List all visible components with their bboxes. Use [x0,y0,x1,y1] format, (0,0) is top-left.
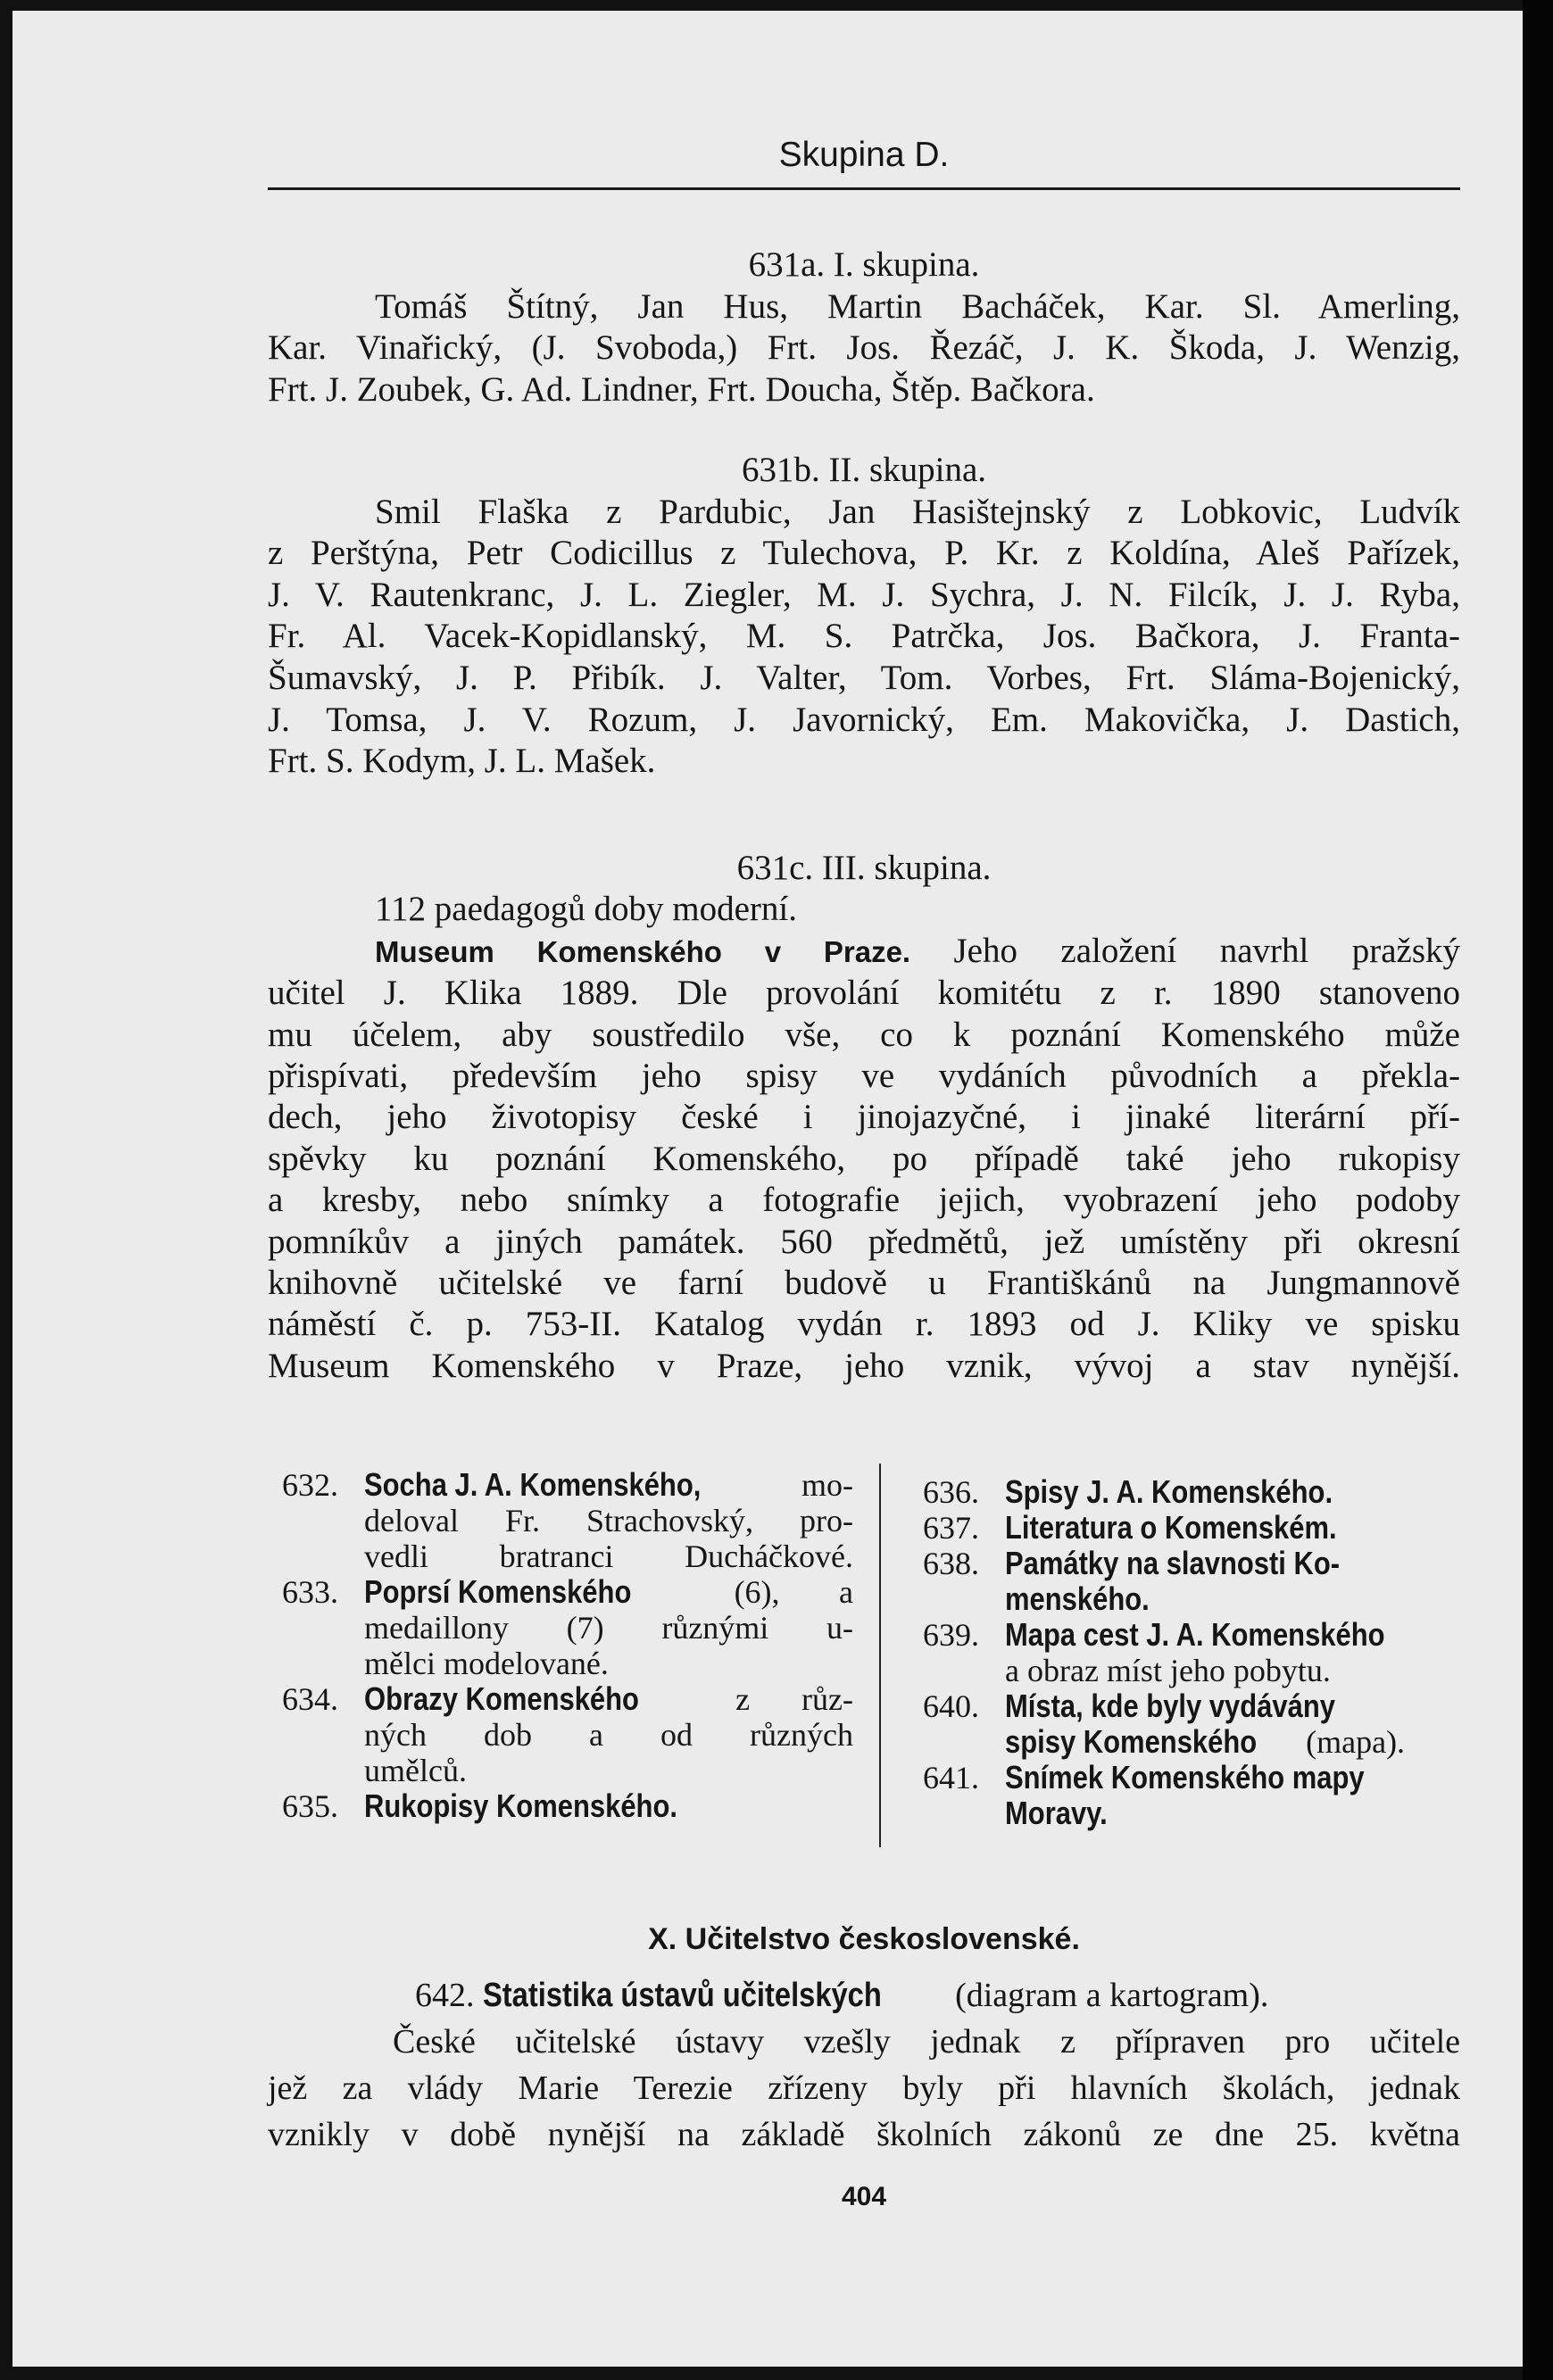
item-text: vedli bratranci Ducháčkové. [364,1538,853,1574]
item-number: 637. [923,1510,979,1546]
item-number: 636. [923,1474,979,1510]
item-title: Socha J. A. Komenského, [364,1466,702,1503]
item-title: Statistika ústavů učitelských [483,1977,882,2014]
item-text: mo- [801,1467,853,1503]
item-text: a obraz míst jeho pobytu. [1005,1653,1331,1688]
running-header: Skupina D. [778,136,950,174]
museum-first-line [268,931,1460,973]
column-divider [879,1464,881,1847]
text-line: Museum Komenského v Praze, jeho vznik, vývoj a stav nynější. [268,1346,1460,1385]
museum-first-line-rest: Jeho založení navrhl pražský [953,931,1461,970]
list-item [282,1788,853,1824]
text-line: a kresby, nebo snímky a fotografie jejich, vyobrazení jeho podoby [268,1181,1460,1220]
list-item [282,1574,853,1681]
item-number: 635. [282,1788,338,1824]
text-line: z Perštýna, Petr Codicillus z Tulechova, P. Kr. z Koldína, Aleš Pařízek, [268,534,1460,573]
header-rule [268,187,1460,190]
item-number: 642. [415,1977,475,2014]
item-title: Snímek Komenského mapy [1005,1759,1365,1795]
item-title: Poprsí Komenského [364,1573,632,1610]
section-x-heading-wrap [268,1919,1460,1961]
item-title: Památky na slavnosti Ko- [1005,1545,1341,1581]
scan-edge [1523,0,1553,2380]
text-line: pomníkův a jiných památek. 560 předmětů, jež umístěny při okresní [268,1222,1460,1261]
list-item [923,1760,1476,1831]
text-line: Smil Flaška z Pardubic, Jan Hasištejnský z Lobkovic, Ludvík [375,492,1460,531]
group-3 [268,848,1460,1387]
item-number: 638. [923,1546,979,1581]
text-line: přispívati, především jeho spisy ve vydáních původních a překla- [268,1057,1460,1096]
item-number: 640. [923,1688,979,1724]
text-line: Frt. S. Kodym, J. L. Mašek. [268,742,656,781]
text-line: mu účelem, aby soustředilo vše, co k poznání Komenského může [268,1015,1460,1054]
item-number: 641. [923,1760,979,1795]
item-title: Spisy J. A. Komenského. [1005,1473,1333,1510]
page-number: 404 [841,2182,887,2211]
item-text: medaillony (7) různými u- [364,1610,853,1646]
item-title-cont: menského. [1005,1580,1150,1617]
item-number: 639. [923,1617,979,1653]
item-642 [268,1972,1460,2019]
item-number: 632. [282,1467,338,1503]
item-title: Místa, kde byly vydávány [1005,1688,1335,1724]
item-text: z růz- [735,1681,854,1717]
text-line: dech, jeho životopisy české i jinojazyčné, i jinaké literární pří- [268,1098,1460,1137]
item-number: 633. [282,1574,338,1610]
group-3-heading: 631c. III. skupina. [736,849,992,887]
text-line: Fr. Al. Vacek-Kopidlanský, M. S. Patrčka, Jos. Bačkora, J. Franta- [268,617,1460,656]
item-title: Literatura o Komenském. [1005,1509,1337,1546]
item-text: deloval Fr. Strachovský, pro- [364,1503,853,1538]
list-item [923,1474,1476,1510]
item-text: mělci modelované. [364,1646,609,1681]
section-x-body [268,1972,1460,2158]
text-line: knihovně učitelské ve farní budově u Františkánů na Jungmannově [268,1264,1460,1303]
group-1 [268,245,1460,410]
text-line: Tomáš Štítný, Jan Hus, Martin Bacháček, Kar. Sl. Amerling, [375,286,1460,326]
list-item [923,1688,1476,1760]
text-line: učitel J. Klika 1889. Dle provolání komitétu z r. 1890 stanoveno [268,974,1460,1013]
list-item [923,1546,1476,1617]
section-heading: X. Učitelstvo československé. [648,1922,1080,1956]
text-line: vznikly v době nynější na základě školních zákonů ze dne 25. května [268,2116,1460,2153]
text-line: J. V. Rautenkranc, J. L. Ziegler, M. J. Sychra, J. N. Filcík, J. J. Ryba, [268,575,1460,614]
left-column [282,1467,853,1824]
group-2-heading: 631b. II. skupina. [741,451,987,489]
group-2 [268,450,1460,783]
text-line: Šumavský, J. P. Přibík. J. Valter, Tom. Vorbes, Frt. Sláma-Bojenický, [268,658,1460,697]
item-title: Obrazy Komenského [364,1680,639,1717]
text-line: J. Tomsa, J. V. Rozum, J. Javornický, Em. Makovička, J. Dastich, [268,700,1460,739]
item-title: Rukopisy Komenského. [364,1787,677,1824]
item-title-cont: spisy Komenského [1005,1723,1258,1760]
list-item [923,1617,1476,1688]
item-text: umělců. [364,1753,467,1788]
item-number: 634. [282,1681,338,1717]
text-line: spěvky ku poznání Komenského, po případě také jeho rukopisy [268,1139,1460,1178]
item-title-cont: Moravy. [1005,1795,1108,1831]
item-text: ných dob a od různých [364,1717,853,1753]
item-title: Mapa cest J. A. Komenského [1005,1616,1385,1653]
item-text: (diagram a kartogram). [955,1977,1269,2014]
text-line: Kar. Vinařický, (J. Svoboda,) Frt. Jos. Řezáč, J. K. Škoda, J. Wenzig, [268,328,1460,368]
list-item [282,1681,853,1788]
group-3-subtitle: 112 paedagogů doby moderní. [375,890,797,929]
right-column [923,1474,1476,1831]
group-1-heading: 631a. I. skupina. [748,245,980,284]
list-item [923,1510,1476,1546]
text-line: náměstí č. p. 753-II. Katalog vydán r. 1893 od J. Kliky ve spisku [268,1305,1460,1344]
text-line: Frt. J. Zoubek, G. Ad. Lindner, Frt. Doucha, Štěp. Bačkora. [268,369,1095,409]
text-line: jež za vlády Marie Terezie zřízeny byly při hlavních školách, jednak [268,2069,1460,2107]
item-text: (mapa). [1306,1724,1406,1760]
text-line: České učitelské ústavy vzešly jednak z přípraven pro učitele [393,2023,1460,2061]
museum-title: Museum Komenského v Praze. [375,934,911,968]
list-item [282,1467,853,1574]
item-text: (6), a [734,1574,853,1610]
